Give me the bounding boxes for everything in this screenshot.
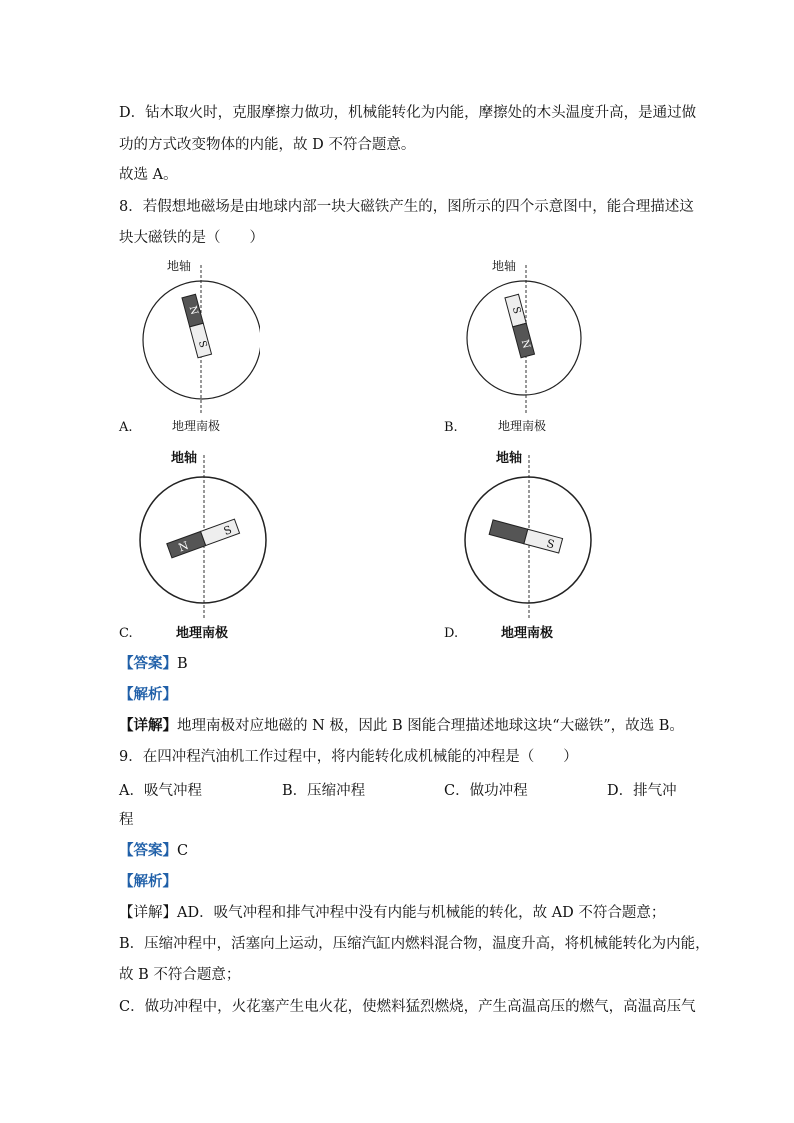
answer-value: C [177, 843, 189, 859]
magnet-n-label-a: N [186, 304, 200, 317]
question-9: 9．在四冲程汽油机工作过程中，将内能转化成机械能的冲程是（ ） [119, 749, 578, 765]
text-line-d-option: D．钻木取火时，克服摩擦力做功，机械能转化为内能，摩擦处的木头温度升高，是通过做 [119, 105, 697, 121]
explanation-9 [119, 903, 665, 923]
figure-c [135, 445, 275, 640]
q9-option-c: C．做功冲程 [444, 783, 528, 799]
answer-value: B [177, 656, 188, 672]
axis-label-b: 地轴 [492, 259, 517, 273]
detail-text: AD．吸气冲程和排气冲程中没有内能与机械能的转化，故 AD 不符合题意； [177, 905, 666, 921]
analysis-heading-9: 【解析】 [119, 873, 177, 890]
explanation-9-b-cont: 故 B 不符合题意； [119, 967, 241, 983]
pole-label-a: 地理南极 [172, 419, 221, 433]
magnet-s-label-b: S [509, 305, 523, 316]
magnet-s-label-c: S [221, 523, 234, 538]
option-d-label: D. [444, 626, 459, 641]
axis-label-d: 地轴 [496, 451, 523, 466]
explanation-9-b: B．压缩冲程中，活塞向上运动，压缩汽缸内燃料混合物，温度升高，将机械能转化为内能， [119, 936, 710, 952]
q9-option-d-wrap: 程 [119, 812, 134, 828]
pole-label-b: 地理南极 [498, 419, 547, 433]
answer-9 [119, 841, 188, 861]
q9-option-d: D．排气冲 [607, 783, 677, 799]
magnet-n-label-c: N [176, 538, 191, 555]
option-a-label: A. [119, 420, 133, 435]
q9-option-a: A．吸气冲程 [119, 783, 202, 799]
explanation-8 [119, 716, 684, 736]
pole-label-c: 地理南极 [176, 626, 229, 641]
question-8-line2: 块大磁铁的是（ ） [119, 230, 264, 246]
axis-label-c: 地轴 [171, 451, 198, 466]
magnet-s-label-a: S [195, 339, 209, 349]
axis-label-a: 地轴 [167, 259, 192, 273]
magnet-n-label-b: N [518, 338, 532, 350]
explanation-9-c: C．做功冲程中，火花塞产生电火花，使燃料猛烈燃烧，产生高温高压的燃气，高温高压气 [119, 999, 696, 1015]
question-8-line1: 8．若假想地磁场是由地球内部一块大磁铁产生的，图所示的四个示意图中，能合理描述这 [119, 199, 694, 215]
option-c-label: C. [119, 626, 133, 641]
figure-d [460, 445, 600, 640]
q9-option-b: B．压缩冲程 [282, 783, 366, 799]
text-line-d-option-cont: 功的方式改变物体的内能，故 D 不符合题意。 [119, 137, 416, 153]
answer-tag: 【答案】 [119, 842, 177, 859]
answer-8 [119, 654, 188, 674]
figure-b [455, 255, 585, 435]
figure-a [130, 255, 260, 435]
analysis-heading-8: 【解析】 [119, 686, 177, 703]
text-line-answer-a: 故选 A。 [119, 167, 178, 183]
pole-label-d: 地理南极 [501, 626, 554, 641]
option-b-label: B. [444, 420, 458, 435]
answer-tag: 【答案】 [119, 655, 177, 672]
detail-tag: 【详解】 [119, 905, 177, 921]
detail-text: 地理南极对应地磁的 N 极，因此 B 图能合理描述地球这块“大磁铁”，故选 B。 [177, 718, 684, 734]
detail-tag: 【详解】 [119, 717, 177, 734]
magnet-s-label-d: S [545, 536, 556, 552]
